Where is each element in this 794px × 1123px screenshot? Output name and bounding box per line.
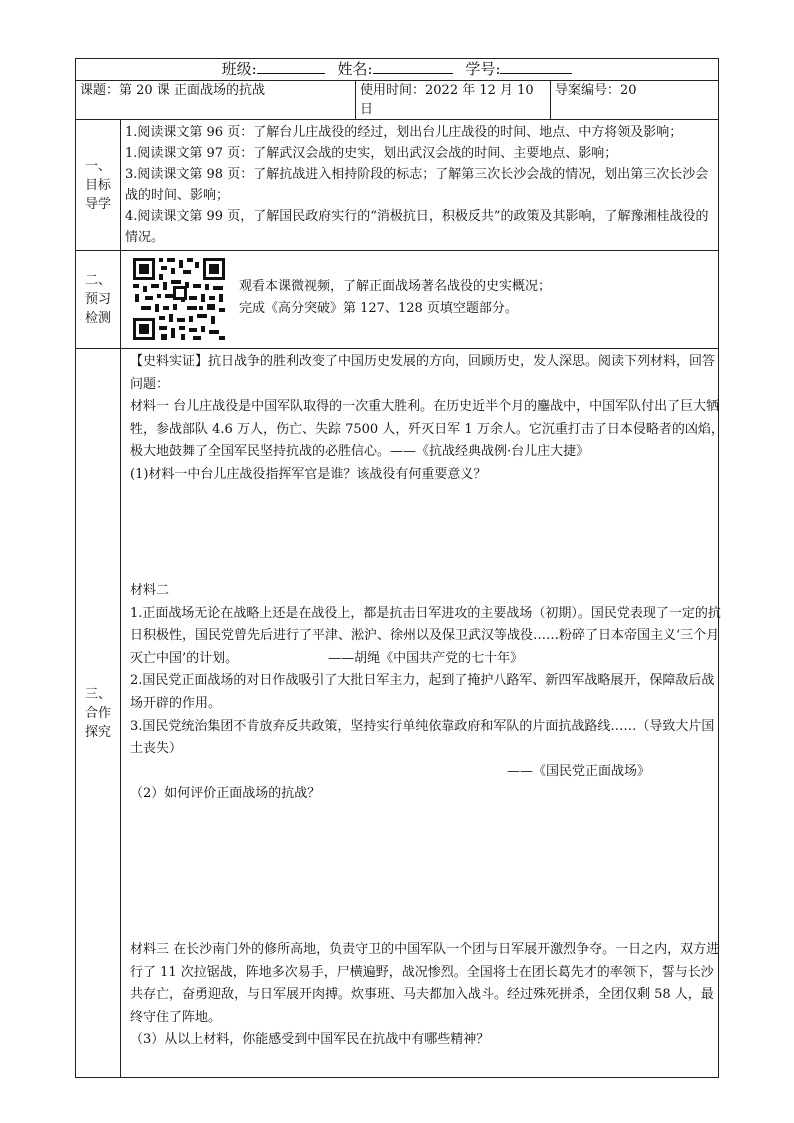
question-1: (1)材料一中台儿庄战役指挥军官是谁？该战役有何重要意义？ [130, 466, 487, 482]
material-2-source: ——《国民党正面战场》 [506, 763, 650, 779]
qr-code-icon[interactable] [131, 256, 227, 342]
material-2-item: 2.国民党正面战场的对日作战吸引了大批日军主力，起到了掩护八路军、新四军战略展开，保障敌后战场开辟的作用。 [130, 673, 715, 711]
material-2-title: 材料二 [130, 583, 170, 598]
study-guide-page [75, 58, 724, 1078]
material-1: 材料一 台儿庄战役是中国军队取得的一次重大胜利。在历史近半个月的鏖战中，中国军队付出了巨大牺牲，参战部队 4.6 万人，伤亡、失踪 7500 人，歼灭日军 1 万余人。它沉重打击了日本侵略者的凶焰，极大地鼓舞了全国军民坚持抗战的必胜信心。——《抗战经典战例·台儿庄大捷》 [130, 399, 724, 460]
coop-intro: 【史料实证】抗日战争的胜利改变了中国历史发展的方向，回顾历史，发人深思。阅读下列材料，回答问题： [130, 354, 716, 392]
answer-area-1[interactable] [130, 489, 725, 579]
id-field[interactable] [500, 59, 572, 74]
preview-line: 观看本课微视频，了解正面战场著名战役的史实概况； [239, 279, 552, 294]
coop-content [121, 349, 724, 1078]
topic-cell: 课题：第 20 课 正面战场的抗战 [76, 81, 356, 120]
student-header [76, 59, 719, 81]
name-field[interactable] [373, 59, 453, 74]
goal-label: 一、 目标 导学 [76, 120, 121, 251]
goal-item: 3.阅读课文第 98 页：了解抗战进入相持阶段的标志；了解第三次长沙会战的情况，划出第三次长沙会战的时间、影响； [125, 167, 709, 203]
material-3: 材料三 在长沙南门外的修所高地，负责守卫的中国军队一个团与日军展开激烈争夺。一日之内，双方进行了 11 次拉锯战，阵地多次易手，尸横遍野，战况惨烈。全国将士在团长葛先才的率领下，誓与长沙共存亡，奋勇迎敌，与日军展开肉搏。炊事班、马夫都加入战斗。经过殊死拼杀，全团仅剩 58 人，最终守住了阵地。 [130, 942, 720, 1025]
class-field[interactable] [257, 59, 325, 74]
goal-item: 4.阅读课文第 99 页，了解国民政府实行的“消极抗日，积极反共”的政策及其影响，了解豫湘桂战役的情况。 [125, 209, 709, 245]
date-cell: 使用时间：2022 年 12 月 10 日 [356, 81, 551, 120]
material-2-item: 3.国民党统治集团不肯放弃反共政策，坚持实行单纯依靠政府和军队的片面抗战路线……（导致大片国土丧失） [130, 718, 715, 757]
question-3: （3）从以上材料，你能感受到中国军民在抗战中有哪些精神？ [130, 1032, 490, 1048]
goal-content [121, 120, 719, 251]
preview-content [121, 251, 719, 349]
material-2-item: 1.正面战场无论在战略上还是在战役上，都是抗击日军进攻的主要战场（初期）。国民党表现了一定的抗日积极性，国民党曾先后进行了平津、淞沪、徐州以及保卫武汉等战役……粉碎了日本帝国主义‘三个月灭亡中国’的计划。 ——胡绳《中国共产党的七十年》 [130, 603, 725, 671]
question-2: （2）如何评价正面战场的抗战？ [130, 786, 321, 802]
coop-label: 三、 合作 探究 [76, 349, 121, 1078]
study-guide-table [75, 58, 724, 1078]
guide-number-cell: 导案编号：20 [551, 81, 719, 120]
name-label: 姓名: [337, 60, 373, 78]
material-2-source: ——胡绳《中国共产党的七十年》 [328, 650, 524, 666]
class-label: 班级: [221, 60, 257, 78]
id-label: 学号: [465, 60, 501, 78]
preview-line: 完成《高分突破》第 127、128 页填空题部分。 [239, 301, 518, 316]
answer-area-2[interactable] [130, 784, 725, 934]
preview-label: 二、 预习 检测 [76, 251, 121, 349]
goal-item: 1.阅读课文第 97 页：了解武汉会战的史实，划出武汉会战的时间、主要地点、影响； [125, 146, 618, 161]
goal-item: 1.阅读课文第 96 页：了解台儿庄战役的经过，划出台儿庄战役的时间、地点、中方将领及影响； [125, 125, 683, 140]
